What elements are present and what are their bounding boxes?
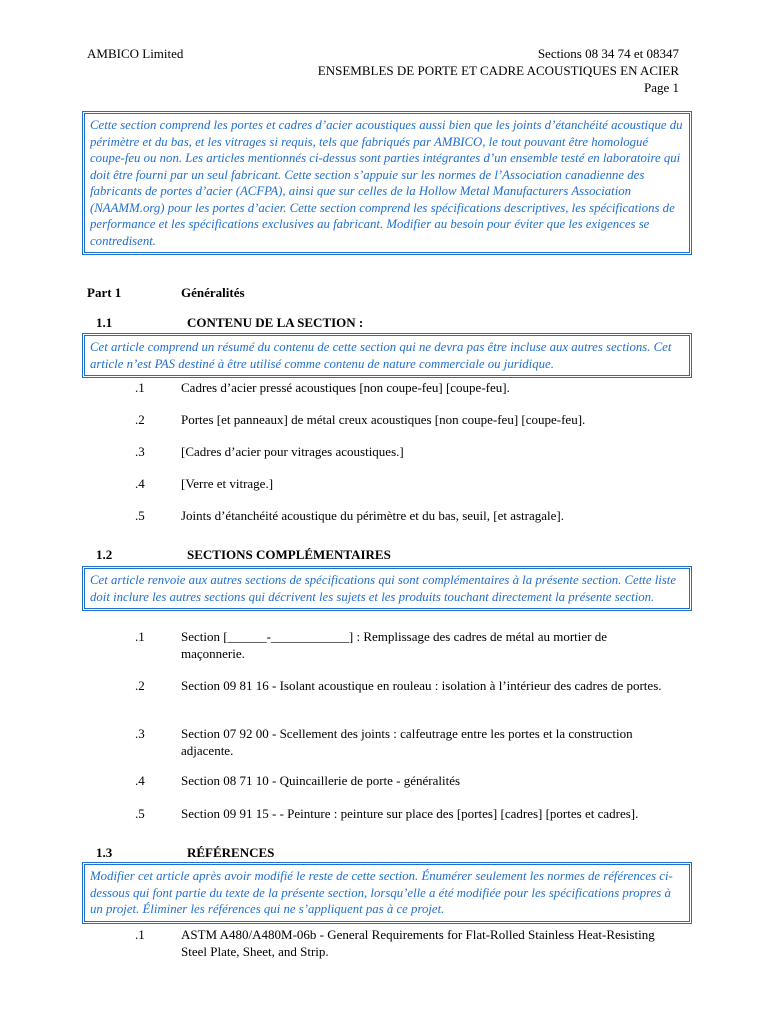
item-text: Section 09 81 16 - Isolant acoustique en rouleau : isolation à l’intérieur des cadres de portes.	[181, 678, 662, 693]
article-number: 1.1	[96, 315, 113, 330]
item-text: [Cadres d’acier pour vitrages acoustiques.]	[181, 444, 404, 459]
item-text: Section 09 91 15 - - Peinture : peinture sur place des [portes] [cadres] [portes et cadres].	[181, 806, 639, 821]
item-number: .4	[135, 476, 145, 491]
item-number: .2	[135, 412, 145, 427]
item-text: Cadres d’acier pressé acoustiques [non coupe-feu] [coupe-feu].	[181, 380, 510, 395]
item-number: .5	[135, 806, 145, 821]
intro-note: Cette section comprend les portes et cadres d’acier acoustiques aussi bien que les joints d’étanchéité acoustique du périmètre et du bas, et les vitrages si requis, tels que fabriqués par AMBICO, le tout pouvant être homologué coupe-feu ou non. Les articles mentionnés ci-dessus sont parties intégrantes d’un ensemble testé en laboratoire qui doit être fourni par un seul fabricant. Cette section s’appuie sur les normes de l’Association canadienne des fabricants de portes d’acier (ACFPA), ainsi que sur celles de la Hollow Metal Manufacturers Association (NAAMM.org) pour les portes d’acier. Cette section comprend les spécifications descriptives, les spécifications de performance et les spécifications exclusives au fabricant. Modifier au besoin pour éviter que les exigences se contredisent.	[82, 111, 692, 255]
item-text: Section 08 71 10 - Quincaillerie de porte - généralités	[181, 773, 461, 788]
item-text: [Verre et vitrage.]	[181, 476, 274, 491]
item-number: .1	[135, 380, 145, 395]
item-text: ASTM A480/A480M-06b - General Requirements for Flat-Rolled Stainless Heat-Resisting Steel Plate, Sheet, and Strip.	[181, 927, 655, 959]
article-title: RÉFÉRENCES	[187, 845, 275, 860]
item-text: Section 07 92 00 - Scellement des joints : calfeutrage entre les portes et la construction adjacente.	[181, 726, 633, 758]
item-text: Portes [et panneaux] de métal creux acoustiques [non coupe-feu] [coupe-feu].	[181, 412, 586, 427]
article-title: CONTENU DE LA SECTION :	[187, 315, 364, 330]
header-page-number: Page 1	[643, 80, 679, 95]
item-text: Section [______-____________] : Remplissage des cadres de métal au mortier de maçonnerie.	[181, 629, 608, 661]
header-title: ENSEMBLES DE PORTE ET CADRE ACOUSTIQUES EN ACIER	[317, 63, 679, 78]
part-number: Part 1	[87, 285, 122, 300]
part-title: Généralités	[181, 285, 245, 300]
article-note: Modifier cet article après avoir modifié le reste de cette section. Énumérer seulement les normes de références ci-dessous qui font partie du texte de la présente section, lorsqu’elle a été modifiée pour les spécifications propres à un projet. Éliminer les références qui ne s’appliquent pas à ce projet.	[82, 862, 692, 924]
article-note: Cet article comprend un résumé du contenu de cette section qui ne devra pas être incluse aux autres sections. Cet article n’est PAS destiné à être utilisé comme contenu de nature commerciale ou juridique.	[82, 333, 692, 378]
header-sections: Sections 08 34 74 et 08347	[537, 46, 679, 61]
item-text: Joints d’étanchéité acoustique du périmètre et du bas, seuil, [et astragale].	[181, 508, 564, 523]
page-header	[318, 45, 679, 96]
article-number: 1.2	[96, 547, 113, 562]
article-note: Cet article renvoie aux autres sections de spécifications qui sont complémentaires à la présente section. Cette liste doit inclure les autres sections qui décrivent les sujets et les produits touchant directement la présente section.	[82, 566, 692, 611]
item-number: .4	[135, 773, 145, 788]
item-number: .1	[135, 629, 145, 644]
item-number: .1	[135, 927, 145, 942]
header-company: AMBICO Limited	[87, 46, 184, 61]
article-title: SECTIONS COMPLÉMENTAIRES	[187, 547, 391, 562]
item-number: .2	[135, 678, 145, 693]
item-number: .3	[135, 444, 145, 459]
article-number: 1.3	[96, 845, 113, 860]
item-number: .3	[135, 726, 145, 741]
item-number: .5	[135, 508, 145, 523]
